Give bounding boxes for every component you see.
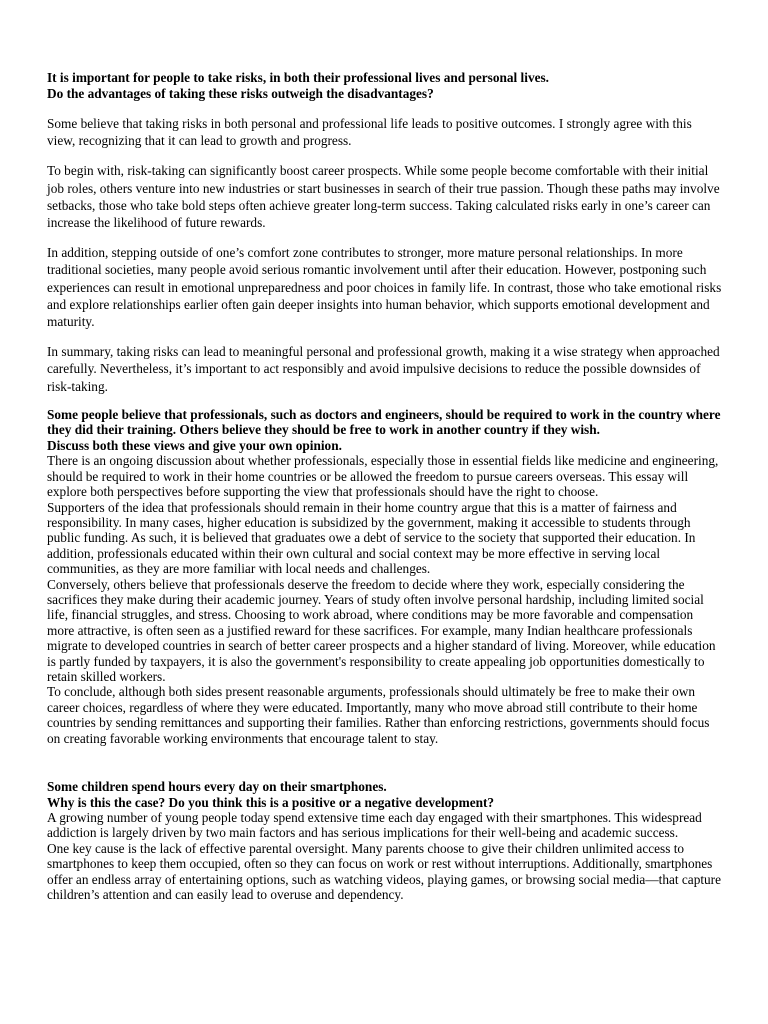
essay-paragraph: In addition, stepping outside of one’s comfort zone contributes to stronger, more mature personal relationships. In more traditional societies, many people avoid serious romantic involvement until after their education. However, postponing such experiences can result in emotional unpreparedness and poor choices in family life. In contrast, those who take emotional risks and explore relationships earlier often gain deeper insights into human behavior, which supports emotional development and maturity. <box>47 245 722 330</box>
essay-paragraph: Supporters of the idea that professionals should remain in their home country argue that this is a matter of fairness and responsibility. In many cases, higher education is subsidized by the government, making it accessible to students through public funding. As such, it is believed that graduates owe a debt of service to the society that supported their education. In addition, professionals educated within their own cultural and social context may be more effective in serving local communities, as they are more familiar with local needs and challenges. <box>47 499 696 577</box>
document-page <box>47 70 723 903</box>
essay-paragraph: There is an ongoing discussion about whether professionals, especially those in essential fields like medicine and engineering, should be required to work in their home countries or be allowed the freedom to pursue careers overseas. This essay will explore both perspectives before supporting the view that professionals should have the right to choose. <box>47 453 719 500</box>
essay-paragraph: In summary, taking risks can lead to meaningful personal and professional growth, making it a wise strategy when approached carefully. Nevertheless, it’s important to act responsibly and avoid impulsive decisions to reduce the possible downsides of risk-taking. <box>47 344 720 394</box>
essay-paragraph: Conversely, others believe that professionals deserve the freedom to decide where they work, especially considering the sacrifices they make during their academic journey. Years of study often involve personal hardship, including limited social life, financial struggles, and stress. Choosing to work abroad, where conditions may be more favorable and compensation more attractive, is often seen as a justified reward for these sacrifices. For example, many Indian healthcare professionals migrate to developed countries in search of better career prospects and a higher standard of living. Moreover, while education is partly funded by taxpayers, it is also the government's responsibility to create appealing job opportunities domestically to retain skilled workers. <box>47 576 716 685</box>
essay-professionals-abroad <box>47 407 723 746</box>
question-line: Some people believe that professionals, such as doctors and engineers, should be required to work in the country where they did their training. Others believe they should be free to work in another country if they wish. <box>47 406 721 438</box>
essay-paragraph: To begin with, risk-taking can significantly boost career prospects. While some people become comfortable with their initial job roles, others venture into new industries or start businesses in search of their true passion. Though these paths may involve setbacks, those who take bold steps often achieve greater long-term success. Taking calculated risks early in one’s career can increase the likelihood of future rewards. <box>47 163 720 231</box>
question-line: Do the advantages of taking these risks outweigh the disadvantages? <box>47 85 434 101</box>
essay-risk-taking <box>47 70 723 395</box>
essay-question <box>47 70 723 101</box>
essay-paragraph: A growing number of young people today spend extensive time each day engaged with their smartphones. This widespread addiction is largely driven by two main factors and has serious implications for their well-being and academic success. <box>47 810 702 841</box>
question-line: Why is this the case? Do you think this is a positive or a negative development? <box>47 794 495 810</box>
question-line: Discuss both these views and give your own opinion. <box>47 437 342 453</box>
question-line: Some children spend hours every day on their smartphones. <box>47 779 387 795</box>
essay-paragraph: Some believe that taking risks in both personal and professional life leads to positive outcomes. I strongly agree with this view, recognizing that it can lead to growth and progress. <box>47 116 692 149</box>
question-line: It is important for people to take risks, in both their professional lives and personal lives. <box>47 70 549 85</box>
essay-question <box>47 779 723 810</box>
essay-paragraph: To conclude, although both sides present reasonable arguments, professionals should ultimately be free to make their own career choices, regardless of where they were educated. Importantly, many who move abroad still contribute to their home countries by sending remittances and supporting their families. Rather than enforcing restrictions, governments should focus on creating favorable working environments that encourage talent to stay. <box>47 684 710 746</box>
essay-paragraph: One key cause is the lack of effective parental oversight. Many parents choose to give their children unlimited access to smartphones to keep them occupied, often so they can focus on work or rest without interruptions. Additionally, smartphones offer an endless array of entertaining options, such as watching videos, playing games, or browsing social media—that capture children’s attention and can easily lead to overuse and dependency. <box>47 840 722 903</box>
essay-question <box>47 407 723 454</box>
essay-smartphones <box>47 779 723 902</box>
